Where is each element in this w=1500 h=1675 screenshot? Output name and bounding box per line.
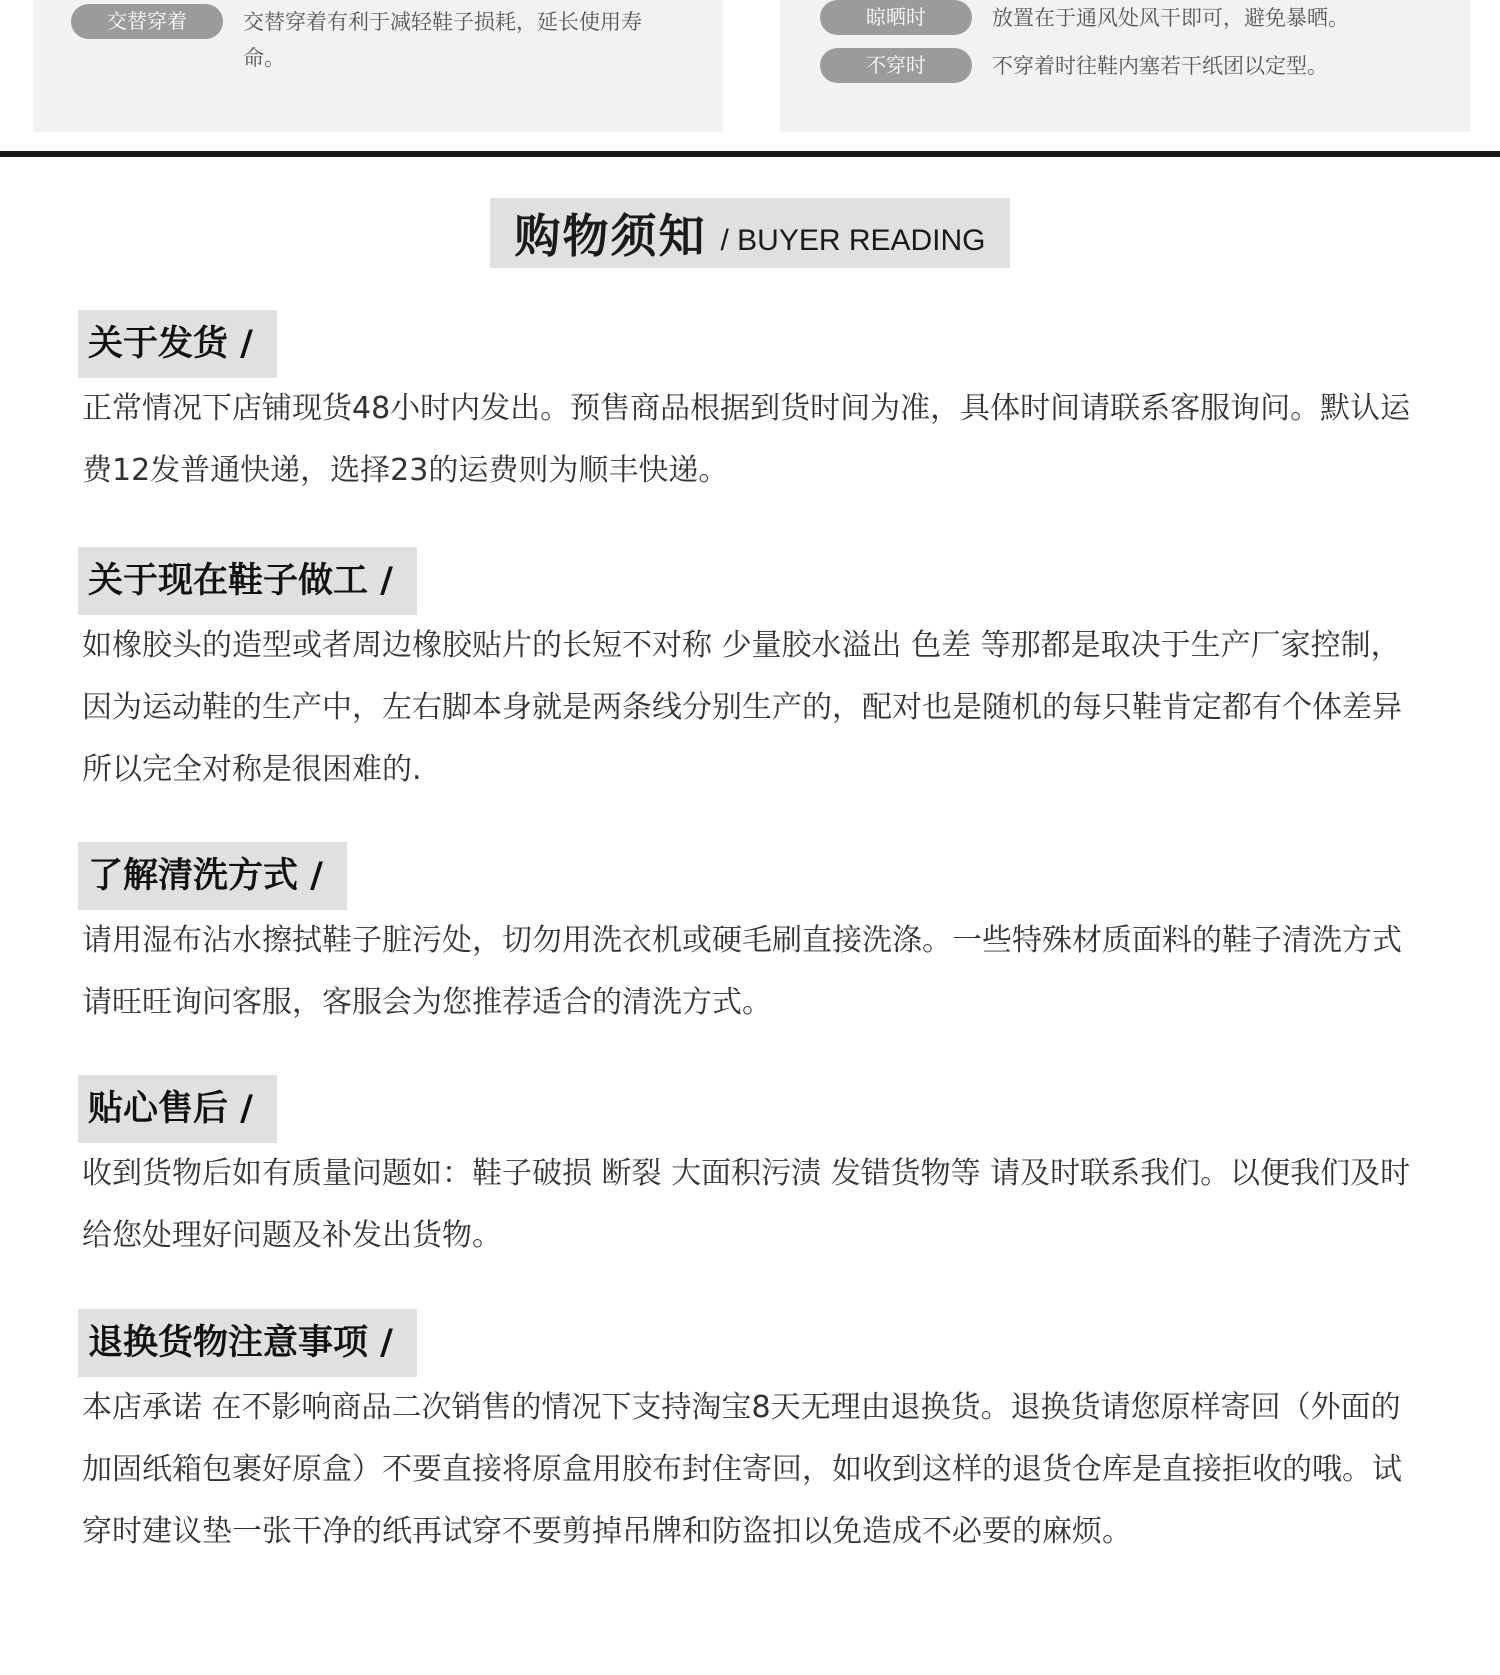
care-tip-storage — [820, 48, 1328, 84]
care-panel-left — [33, 0, 723, 132]
section-shipping — [78, 310, 1428, 502]
section-text: 请用湿布沾水擦拭鞋子脏污处，切勿用洗衣机或硬毛刷直接洗涤。一些特殊材质面料的鞋子清洗方式请旺旺询问客服，客服会为您推荐适合的清洗方式。 — [82, 923, 1402, 1020]
page-title-cn: 购物须知 — [514, 209, 707, 263]
page-title — [490, 198, 1010, 268]
page-title-en: / BUYER READING — [720, 224, 986, 257]
section-heading: 了解清洗方式 / — [78, 842, 347, 910]
care-tip-drying — [820, 0, 1349, 36]
section-returns — [78, 1309, 1428, 1563]
section-text: 收到货物后如有质量问题如：鞋子破损 断裂 大面积污渍 发错货物等 请及时联系我们。以便我们及时给您处理好问题及补发出货物。 — [82, 1156, 1411, 1253]
section-after-sales — [78, 1075, 1428, 1267]
section-heading: 贴心售后 / — [78, 1075, 277, 1143]
care-tip-text: 不穿着时往鞋内塞若干纸团以定型。 — [992, 54, 1328, 78]
section-heading: 退换货物注意事项 / — [78, 1309, 417, 1377]
care-panel-right — [780, 0, 1470, 132]
section-divider — [0, 151, 1500, 157]
care-tip-alternate — [71, 4, 643, 76]
section-craftsmanship — [78, 547, 1428, 801]
section-text: 正常情况下店铺现货48小时内发出。预售商品根据到货时间为准，具体时间请联系客服询问。默认运费12发普通快递，选择23的运费则为顺丰快递。 — [82, 391, 1411, 488]
section-heading: 关于现在鞋子做工 / — [78, 547, 417, 615]
section-cleaning — [78, 842, 1428, 1034]
care-tip-text: 交替穿着有利于减轻鞋子损耗，延长使用寿命。 — [243, 10, 642, 70]
care-tag: 晾晒时 — [820, 0, 972, 35]
care-tip-text: 放置在于通风处风干即可，避免暴晒。 — [992, 6, 1349, 30]
section-text: 本店承诺 在不影响商品二次销售的情况下支持淘宝8天无理由退换货。退换货请您原样寄回（外面的加固纸箱包裹好原盒）不要直接将原盒用胶布封住寄回，如收到这样的退货仓库是直接拒收的哦。试穿时建议垫一张干净的纸再试穿不要剪掉吊牌和防盗扣以免造成不必要的麻烦。 — [82, 1390, 1402, 1549]
section-heading: 关于发货 / — [78, 310, 277, 378]
section-text: 如橡胶头的造型或者周边橡胶贴片的长短不对称 少量胶水溢出 色差 等那都是取决于生产厂家控制， 因为运动鞋的生产中，左右脚本身就是两条线分别生产的，配对也是随机的每只鞋肯定都有个体差异所以完全对称是很困难的. — [82, 628, 1402, 787]
care-tag: 不穿时 — [820, 48, 972, 83]
care-tag: 交替穿着 — [71, 4, 223, 39]
